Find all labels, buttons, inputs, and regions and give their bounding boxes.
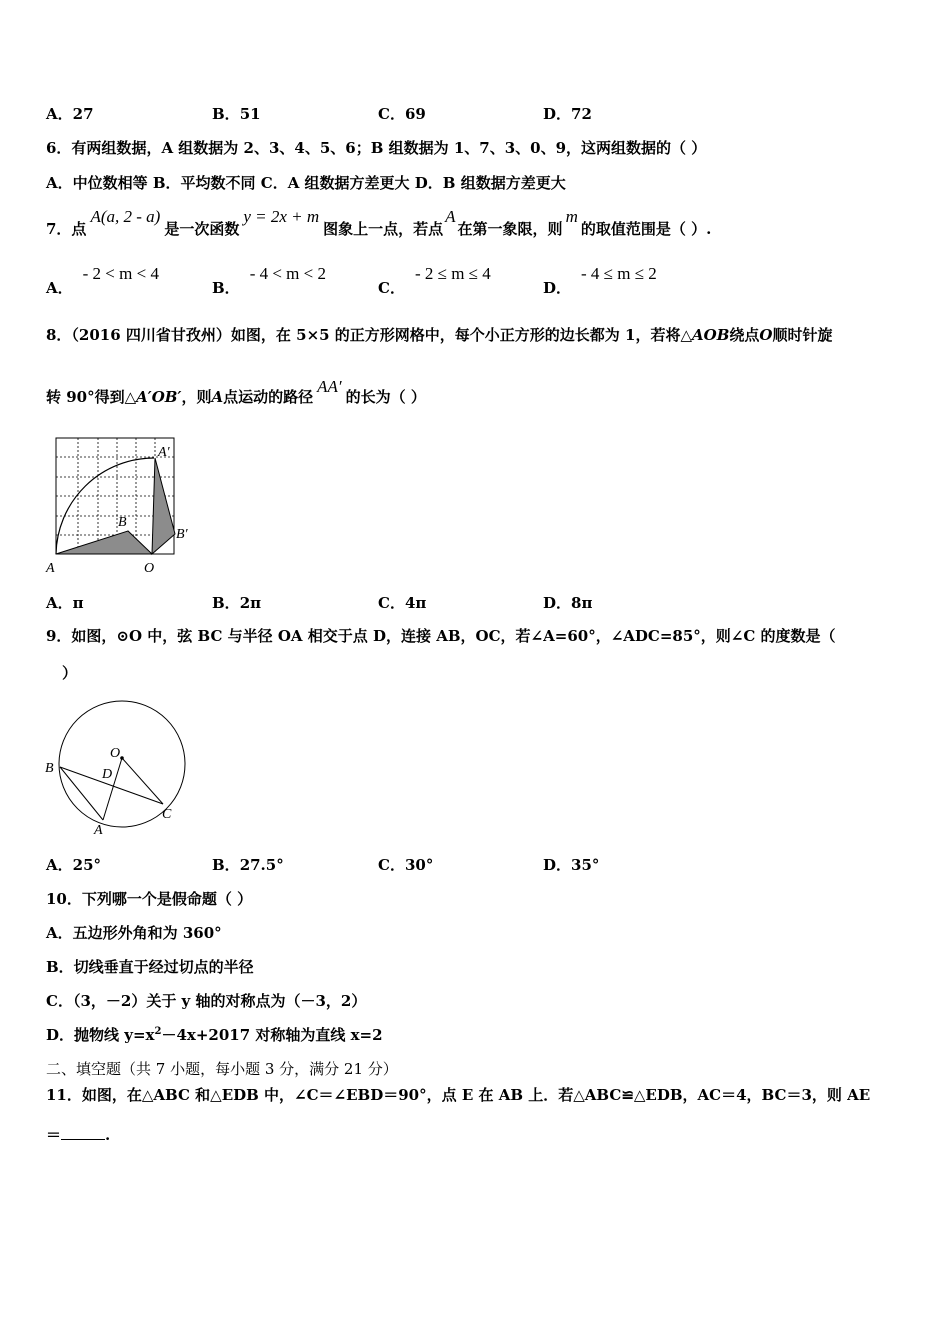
q8-stem-line2: 转 90°得到△A′OB′，则A点运动的路径AA′的长为（ ）	[46, 377, 426, 406]
q9-circle-figure	[40, 692, 200, 842]
q9-option-c: C．30°	[378, 856, 434, 874]
q10-option-a: A．五边形外角和为 360°	[46, 924, 222, 942]
q8-option-b: B．2π	[212, 594, 262, 612]
q11-stem-line1: 11．如图，在△ABC 和△EDB 中，∠C＝∠EBD＝90°，点 E 在 AB 上．若△ABC≌△EDB，AC＝4，BC＝3，则 AE	[46, 1086, 871, 1104]
q10-option-d: D．抛物线 $y=x^2-4x+2017$ 对称轴为直线 x=2	[46, 1026, 383, 1044]
q5-option-d: D．72	[543, 105, 592, 123]
q8-arc-label: AA′	[317, 377, 342, 396]
q7-option-c: C．- 2 ≤ m ≤ 4	[378, 264, 491, 297]
q7-point-expr: A(a, 2 - a)	[90, 207, 161, 226]
q11-stem-line2: ＝ .	[46, 1126, 111, 1144]
q7-option-a: A．- 2 < m < 4	[46, 264, 159, 297]
q9-option-a: A．25°	[46, 856, 102, 874]
q9-option-b: B．27.5°	[212, 856, 284, 874]
q8-label-a-prime: A′	[158, 445, 170, 460]
q5-option-a: A．27	[46, 105, 94, 123]
q8-grid-figure	[42, 430, 202, 580]
q7-function-expr: y = 2x + m	[243, 207, 320, 226]
q7-stem: 7．点A(a, 2 - a)是一次函数y = 2x + m图象上一点，若点A在第一象限，则m的取值范围是（ ）.	[46, 207, 712, 238]
q5-option-b: B．51	[212, 105, 261, 123]
q6-stem: 6．有两组数据，A 组数据为 2、3、4、5、6；B 组数据为 1、7、3、0、9，这两组数据的（ ）	[46, 139, 707, 157]
section2-title: 二、填空题（共 7 小题，每小题 3 分，满分 21 分）	[46, 1060, 398, 1078]
q8-label-b: B	[118, 515, 127, 530]
q8-stem-line1: 8．（2016 四川省甘孜州）如图，在 5×5 的正方形网格中，每个小正方形的边长都为 1，若将△AOB绕点O顺时针旋	[46, 326, 833, 344]
q8-label-b-prime: B′	[176, 527, 188, 542]
q9-label-c: C	[162, 807, 172, 822]
q11-answer-blank[interactable]	[61, 1125, 105, 1140]
q6-options: A．中位数相等 B．平均数不同 C．A 组数据方差更大 D．B 组数据方差更大	[46, 174, 566, 192]
q10-option-c: C．（3，－2）关于 y 轴的对称点为（－3，2）	[46, 992, 367, 1010]
q9-label-o: O	[110, 746, 121, 761]
q8-label-a: A	[46, 561, 55, 576]
q9-label-d: D	[102, 767, 113, 782]
q9-stem-line2: ）	[62, 664, 78, 682]
q9-center-dot	[120, 756, 124, 760]
q8-option-d: D．8π	[543, 594, 593, 612]
q7-option-d: D．- 4 ≤ m ≤ 2	[543, 264, 657, 297]
q9-label-a: A	[94, 823, 103, 838]
q9-stem-line1: 9．如图，⊙O 中，弦 BC 与半径 OA 相交于点 D，连接 AB，OC，若∠A=60°，∠ADC=85°，则∠C 的度数是（	[46, 627, 836, 645]
q9-label-b: B	[45, 761, 54, 776]
q8-option-c: C．4π	[378, 594, 427, 612]
q8-option-a: A．π	[46, 594, 84, 612]
q10-stem: 10．下列哪一个是假命题（ ）	[46, 890, 253, 908]
q8-triangle-aob	[56, 531, 152, 554]
q7-option-b: B．- 4 < m < 2	[212, 264, 326, 297]
q8-triangle-a2ob2	[152, 458, 175, 554]
q10-option-b: B．切线垂直于经过切点的半径	[46, 958, 254, 976]
q5-option-c: C．69	[378, 105, 426, 123]
q9-option-d: D．35°	[543, 856, 600, 874]
q8-label-o: O	[144, 561, 155, 576]
